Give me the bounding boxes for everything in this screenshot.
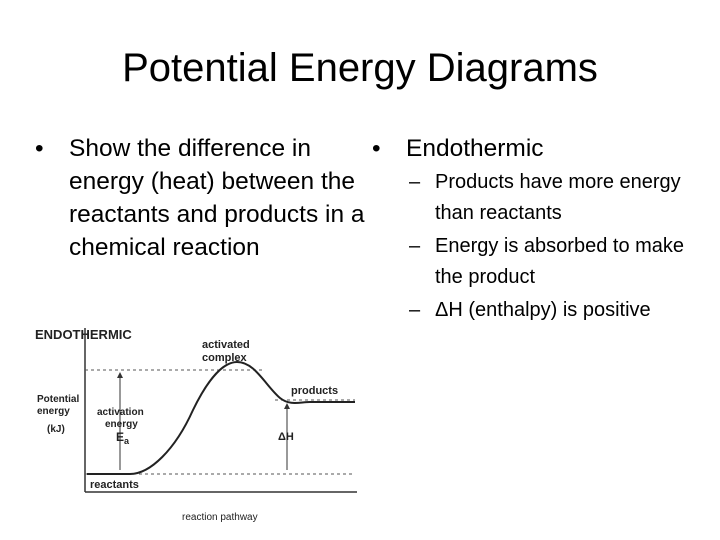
left-bullet [35,132,365,264]
energy-curve [87,362,355,474]
activated-complex-label: activated [202,339,250,351]
bullet-glyph: • [35,135,44,162]
sub-bullet-text: ΔH (enthalpy) is positive [435,299,651,321]
delta-h-label: ΔH [278,431,294,443]
activation-energy-symbol: $E_a$ [116,430,130,446]
slide-title: Potential Energy Diagrams [122,46,598,90]
x-axis-label: reaction pathway [182,512,258,523]
dash-glyph: – [409,299,421,321]
sub-bullet-text: Products have more energy than reactants [435,171,681,224]
y-axis-unit: (kJ) [47,424,65,435]
sub-bullet-list [409,167,702,326]
y-axis-label: Potential [37,394,80,405]
left-column [35,132,365,264]
right-bullet [372,132,702,165]
endothermic-energy-diagram [25,320,370,530]
right-bullet-text: Endothermic [406,135,544,162]
sub-bullet [409,295,702,326]
dash-glyph: – [409,171,421,193]
sub-bullet [409,167,702,229]
y-axis-label: energy [37,406,70,417]
activation-energy-label: activation [97,407,144,418]
activated-complex-label: complex [202,352,247,364]
bullet-glyph: • [372,135,381,162]
right-column [372,132,702,328]
reactants-label: reactants [90,479,139,491]
dash-glyph: – [409,235,421,257]
activation-energy-label: energy [105,419,138,430]
sub-bullet [409,231,702,293]
sub-bullet-text: Energy is absorbed to make the product [435,235,685,288]
products-label: products [291,385,339,397]
diagram-heading: ENDOTHERMIC [35,327,132,342]
left-bullet-text: Show the difference in energy (heat) between the reactants and products in a chemical reaction [69,135,365,261]
